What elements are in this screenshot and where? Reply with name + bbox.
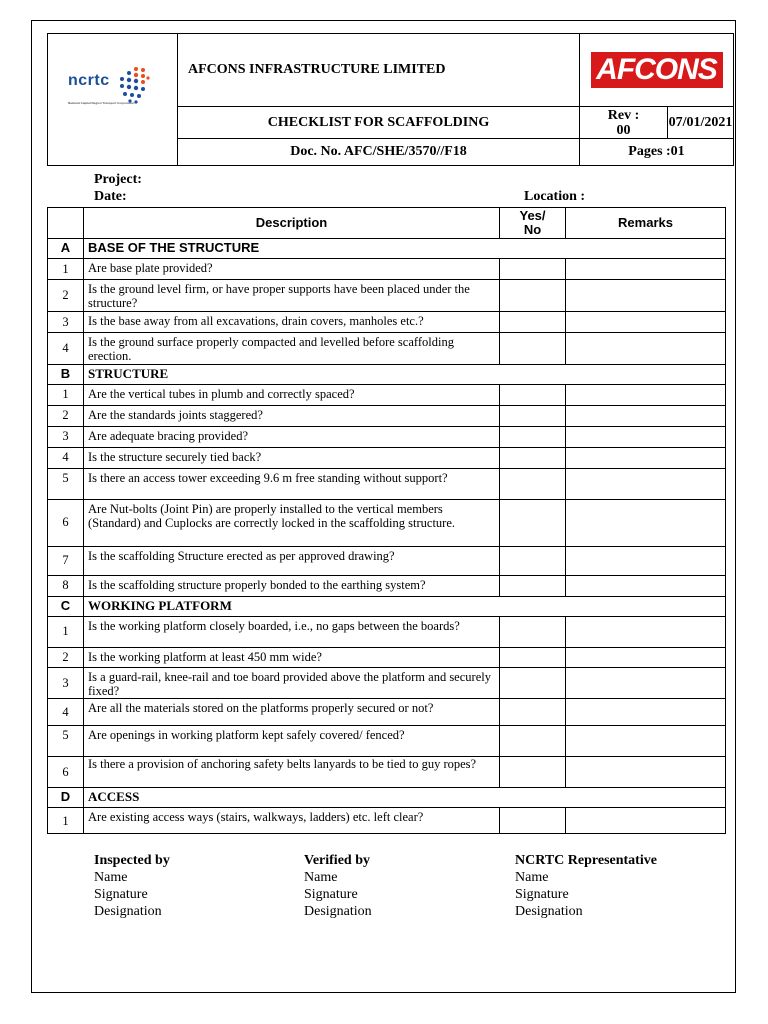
table-row [48,280,726,312]
table-row [48,311,726,332]
company-name: AFCONS INFRASTRUCTURE LIMITED [178,34,580,107]
item-number: 4 [48,447,84,468]
item-description: Are base plate provided? [84,259,500,280]
item-number: 6 [48,757,84,788]
remarks-cell[interactable] [566,311,726,332]
signature-signature: Signature [94,887,148,902]
remarks-cell[interactable] [566,667,726,699]
yes-no-cell[interactable] [500,447,566,468]
remarks-cell[interactable] [566,575,726,596]
yes-no-cell[interactable] [500,757,566,788]
signature-title: Inspected by [94,853,170,868]
remarks-cell[interactable] [566,757,726,788]
table-row [48,808,726,834]
yes-no-cell[interactable] [500,468,566,499]
item-description: Is the ground level firm, or have proper supports have been placed under the structure? [84,280,500,312]
section-letter: D [48,788,84,808]
header-description: Description [84,208,500,239]
item-description: Is the scaffolding Structure erected as per approved drawing? [84,546,500,575]
signature-title: Verified by [304,853,370,868]
item-number: 3 [48,311,84,332]
yes-no-cell[interactable] [500,332,566,364]
yes-no-cell[interactable] [500,726,566,757]
section-letter: A [48,239,84,259]
document-date: 07/01/2021 [668,107,734,139]
item-number: 1 [48,259,84,280]
ncrtc-logo [48,34,178,166]
item-number: 1 [48,616,84,647]
item-number: 3 [48,667,84,699]
remarks-cell[interactable] [566,280,726,312]
header-remarks: Remarks [566,208,726,239]
remarks-cell[interactable] [566,699,726,726]
yes-no-cell[interactable] [500,280,566,312]
remarks-cell[interactable] [566,384,726,405]
section-row-c [48,596,726,616]
signature-block-ncrtc [515,852,657,920]
item-number: 8 [48,575,84,596]
yes-no-cell[interactable] [500,499,566,546]
section-title: STRUCTURE [84,364,726,384]
item-number: 2 [48,280,84,312]
project-label: Project: [94,172,142,187]
item-description: Is the working platform closely boarded, i.e., no gaps between the boards? [84,616,500,647]
yes-no-cell[interactable] [500,546,566,575]
afcons-logo: AFCONS [589,50,725,90]
checklist-table [47,207,726,834]
yes-no-cell[interactable] [500,616,566,647]
table-row [48,699,726,726]
date-label: Date: [94,189,127,204]
remarks-cell[interactable] [566,499,726,546]
table-row [48,575,726,596]
table-row [48,726,726,757]
remarks-cell[interactable] [566,647,726,667]
document-title: CHECKLIST FOR SCAFFOLDING [178,107,580,139]
item-description: Is a guard-rail, knee-rail and toe board provided above the platform and securely fixed? [84,667,500,699]
ncrtc-logo-subtext: National Capital Region Transport Corporation [68,101,135,105]
item-description: Are Nut-bolts (Joint Pin) are properly installed to the vertical members (Standard) and Cuplocks are correctly locked in the scaffolding structure. [84,499,500,546]
signature-signature: Signature [304,887,358,902]
remarks-cell[interactable] [566,546,726,575]
remarks-cell[interactable] [566,616,726,647]
section-letter: C [48,596,84,616]
signature-name: Name [515,870,549,885]
yes-no-cell[interactable] [500,808,566,834]
header-yes: Yes/ [519,208,546,223]
remarks-cell[interactable] [566,332,726,364]
ncrtc-logo-text: ncrtc [68,72,110,89]
table-row [48,499,726,546]
signature-block-verified [304,852,372,920]
header-no: No [523,222,542,237]
item-number: 5 [48,726,84,757]
item-description: Are adequate bracing provided? [84,426,500,447]
signature-name: Name [94,870,128,885]
yes-no-cell[interactable] [500,575,566,596]
item-description: Is the structure securely tied back? [84,447,500,468]
signature-name: Name [304,870,338,885]
table-row [48,667,726,699]
yes-no-cell[interactable] [500,647,566,667]
document-number: Doc. No. AFC/SHE/3570//F18 [178,139,580,166]
section-title: BASE OF THE STRUCTURE [84,239,726,259]
remarks-cell[interactable] [566,405,726,426]
yes-no-cell[interactable] [500,667,566,699]
item-description: Are the standards joints staggered? [84,405,500,426]
item-number: 1 [48,384,84,405]
remarks-cell[interactable] [566,447,726,468]
signature-designation: Designation [515,904,583,919]
item-number: 3 [48,426,84,447]
yes-no-cell[interactable] [500,311,566,332]
item-number: 4 [48,699,84,726]
remarks-cell[interactable] [566,726,726,757]
item-number: 6 [48,499,84,546]
item-number: 2 [48,405,84,426]
section-title: WORKING PLATFORM [84,596,726,616]
table-header-row [48,208,726,239]
remarks-cell[interactable] [566,808,726,834]
section-row-b [48,364,726,384]
table-row [48,405,726,426]
signature-block-inspected [94,852,170,920]
section-row-d [48,788,726,808]
item-description: Is the working platform at least 450 mm wide? [84,647,500,667]
signature-designation: Designation [304,904,372,919]
table-row [48,426,726,447]
section-letter: B [48,364,84,384]
item-number: 2 [48,647,84,667]
signature-title: NCRTC Representative [515,853,657,868]
table-row [48,757,726,788]
remarks-cell[interactable] [566,468,726,499]
table-row [48,616,726,647]
item-number: 5 [48,468,84,499]
afcons-logo-cell [580,34,734,107]
table-row [48,332,726,364]
yes-no-cell[interactable] [500,384,566,405]
item-description: Is the ground surface properly compacted and levelled before scaffolding erection. [84,332,500,364]
table-row [48,647,726,667]
yes-no-cell[interactable] [500,426,566,447]
ncrtc-dots-icon [116,66,150,104]
yes-no-cell[interactable] [500,699,566,726]
item-description: Is there a provision of anchoring safety belts lanyards to be tied to guy ropes? [84,757,500,788]
table-row [48,447,726,468]
table-row [48,384,726,405]
revision-cell [580,107,668,139]
table-row [48,468,726,499]
item-number: 1 [48,808,84,834]
header-table [47,33,734,166]
item-description: Are existing access ways (stairs, walkways, ladders) etc. left clear? [84,808,500,834]
item-description: Is the base away from all excavations, drain covers, manholes etc.? [84,311,500,332]
table-row [48,259,726,280]
location-label: Location : [524,189,586,204]
signature-signature: Signature [515,887,569,902]
item-number: 7 [48,546,84,575]
item-description: Are all the materials stored on the platforms properly secured or not? [84,699,500,726]
page-count: Pages :01 [580,139,734,166]
item-description: Is the scaffolding structure properly bonded to the earthing system? [84,575,500,596]
item-description: Are the vertical tubes in plumb and correctly spaced? [84,384,500,405]
remarks-cell[interactable] [566,426,726,447]
table-row [48,546,726,575]
section-row-a [48,239,726,259]
header-blank [48,208,84,239]
remarks-cell[interactable] [566,259,726,280]
yes-no-cell[interactable] [500,405,566,426]
item-number: 4 [48,332,84,364]
item-description: Is there an access tower exceeding 9.6 m free standing without support? [84,468,500,499]
revision-value: 00 [616,122,631,138]
item-description: Are openings in working platform kept safely covered/ fenced? [84,726,500,757]
document-frame [31,20,736,993]
yes-no-cell[interactable] [500,259,566,280]
revision-label: Rev : [607,107,640,123]
signature-designation: Designation [94,904,162,919]
section-title: ACCESS [84,788,726,808]
header-yes-no [500,208,566,239]
